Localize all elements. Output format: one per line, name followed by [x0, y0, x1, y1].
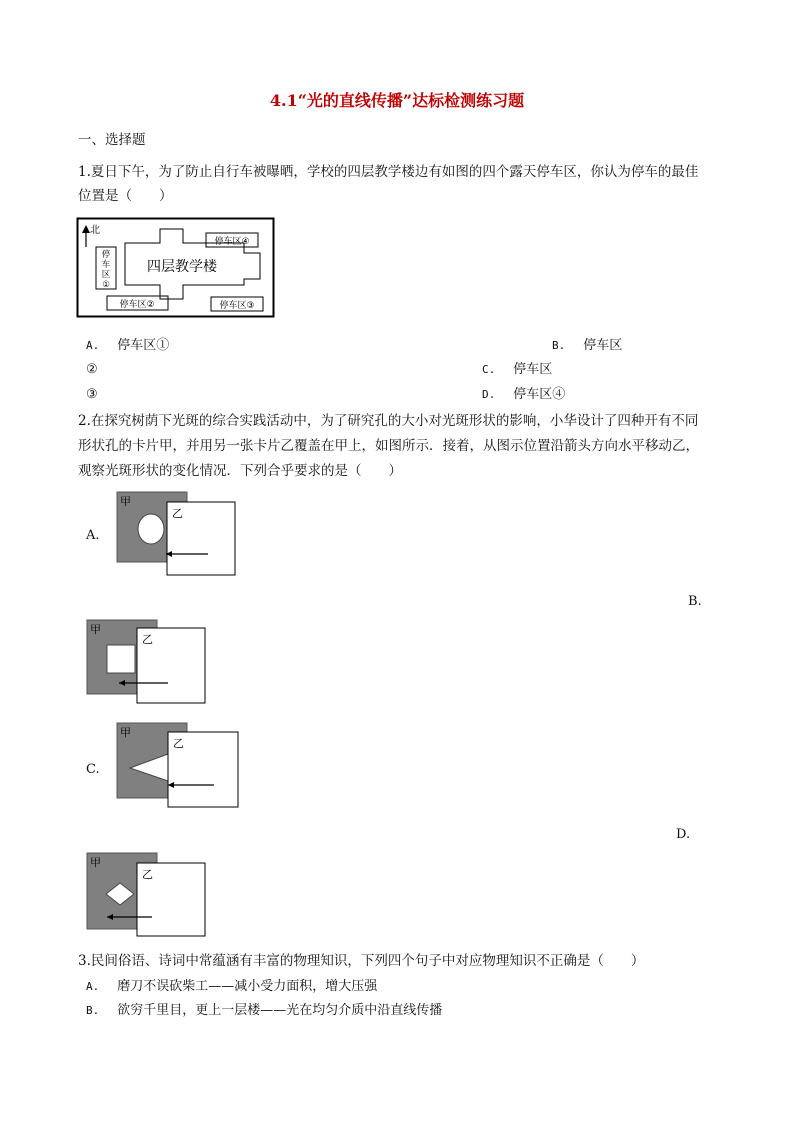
- card-yi-label: 乙: [142, 633, 153, 646]
- option-text: ③: [86, 387, 98, 402]
- q1-text-line2: 位置是（ ）: [78, 188, 173, 204]
- circle-hole: [138, 514, 164, 544]
- zone1-char2: 车: [101, 260, 111, 270]
- option-label: A.: [86, 339, 100, 352]
- card-jia-label: 甲: [120, 726, 131, 739]
- zone1-char4: ①: [102, 280, 110, 290]
- q3-text-line1: 3.民间俗语、诗词中常蕴涵有丰富的物理知识，下列四个句子中对应物理知识不正确是（ ）: [78, 953, 645, 969]
- option-label: D.: [482, 388, 496, 401]
- page-title: 4.1“光的直线传播”达标检测练习题: [269, 91, 525, 110]
- q2-option-d-label[interactable]: D.: [676, 827, 691, 842]
- option-text: 磨刀不误砍柴工——减小受力面积，增大压强: [117, 979, 378, 994]
- option-text: 停车区: [513, 362, 553, 377]
- q2-text-line3: 观察光斑形状的变化情况．下列合乎要求的是（ ）: [78, 463, 402, 479]
- option-label: B.: [86, 1004, 100, 1017]
- option-text: 欲穷千里目，更上一层楼——光在均匀介质中沿直线传播: [117, 1003, 443, 1018]
- option-label: C.: [482, 363, 496, 376]
- q1-option-c[interactable]: [482, 360, 552, 380]
- option-text: 停车区: [583, 338, 623, 353]
- zone4-label: 停车区④: [214, 237, 250, 247]
- q1-text-line1: 1.夏日下午，为了防止自行车被曝晒，学校的四层教学楼边有如图的四个露天停车区，你认为停车的最佳: [78, 164, 699, 180]
- zone2-label: 停车区②: [119, 300, 155, 310]
- q1-option-a[interactable]: [86, 336, 169, 356]
- option-label: B.: [552, 339, 566, 352]
- q2-option-c-label[interactable]: C.: [86, 762, 100, 777]
- q2-option-a-figure[interactable]: [116, 491, 240, 577]
- card-jia-label: 甲: [90, 856, 101, 869]
- q3-option-a[interactable]: [86, 977, 377, 997]
- q2-text-line1: 2.在探究树荫下光斑的综合实践活动中，为了研究孔的大小对光斑形状的影响，小华设计了四种开有不同: [78, 413, 699, 429]
- option-text: ②: [86, 362, 98, 377]
- building-label: 四层教学楼: [147, 259, 217, 275]
- q1-option-b-continued: [86, 360, 98, 380]
- option-text: 停车区①: [117, 338, 170, 353]
- zone1-char3: 区: [101, 270, 111, 280]
- north-label: 北: [90, 225, 100, 236]
- zone3-label: 停车区③: [219, 301, 255, 311]
- card-yi-label: 乙: [142, 868, 153, 881]
- q2-option-a-label[interactable]: A.: [86, 528, 100, 543]
- section-heading: 一、选择题: [78, 132, 146, 148]
- zone1-char1: 停: [101, 250, 111, 260]
- q1-parking-figure: [76, 217, 276, 319]
- square-hole: [107, 645, 135, 673]
- card-yi-label: 乙: [173, 737, 184, 750]
- q1-option-c-continued: [86, 385, 98, 405]
- q2-option-c-figure[interactable]: [116, 722, 242, 810]
- option-text: 停车区④: [513, 387, 566, 402]
- q3-option-b[interactable]: [86, 1001, 442, 1021]
- q2-text-line2: 形状孔的卡片甲，并用另一张卡片乙覆盖在甲上，如图所示．接着，从图示位置沿箭头方向水平移动乙，: [78, 438, 699, 454]
- card-jia-label: 甲: [90, 623, 101, 636]
- q2-option-d-figure[interactable]: [86, 852, 210, 940]
- card-jia-label: 甲: [120, 495, 131, 508]
- q1-option-b[interactable]: [552, 336, 622, 356]
- q1-option-d[interactable]: [482, 385, 565, 405]
- q2-option-b-figure[interactable]: [86, 619, 210, 707]
- q2-option-b-label[interactable]: B.: [688, 594, 702, 609]
- card-yi-label: 乙: [172, 507, 183, 520]
- option-label: A.: [86, 980, 100, 993]
